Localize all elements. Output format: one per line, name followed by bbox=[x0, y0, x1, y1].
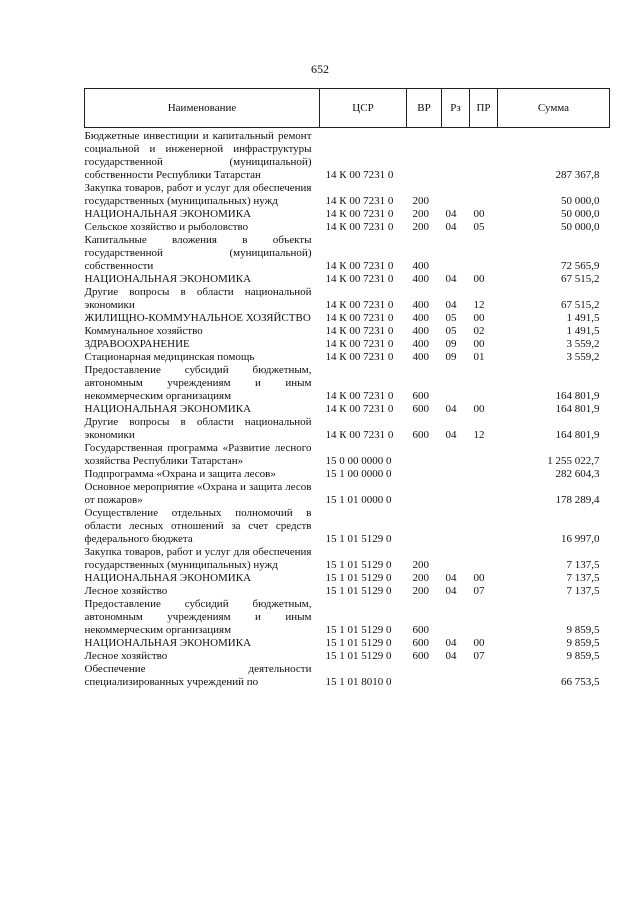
row-vr: 200 bbox=[412, 221, 429, 233]
row-name: Другие вопросы в области национальной экономики bbox=[84, 286, 312, 311]
table-row bbox=[85, 585, 610, 598]
row-vr: 600 bbox=[412, 390, 429, 402]
row-pr bbox=[470, 546, 498, 572]
row-sum: 282 604,3 bbox=[555, 468, 600, 480]
row-pr bbox=[470, 442, 498, 468]
row-csr: 14 К 00 7231 0 bbox=[325, 312, 394, 324]
table-row bbox=[85, 416, 610, 442]
row-pr: 07 bbox=[473, 650, 485, 662]
page-number: 652 bbox=[311, 62, 329, 76]
row-sum: 1 491,5 bbox=[566, 325, 600, 337]
row-sum: 1 491,5 bbox=[566, 312, 600, 324]
header-vr: ВР bbox=[407, 89, 442, 128]
table-row bbox=[85, 403, 610, 416]
row-vr: 600 bbox=[412, 637, 429, 649]
table-row bbox=[85, 507, 610, 546]
row-name: Закупка товаров, работ и услуг для обеспечения государственных (муниципальных) нужд bbox=[84, 546, 312, 571]
row-sum: 67 515,2 bbox=[561, 299, 600, 311]
row-pr bbox=[470, 663, 498, 689]
row-rz: 04 bbox=[445, 637, 457, 649]
row-sum: 9 859,5 bbox=[566, 637, 600, 649]
row-pr: 00 bbox=[473, 208, 485, 220]
row-pr: 12 bbox=[473, 429, 485, 441]
table-row bbox=[85, 325, 610, 338]
table-row bbox=[85, 273, 610, 286]
row-name: ЖИЛИЩНО-КОММУНАЛЬНОЕ ХОЗЯЙСТВО bbox=[84, 312, 311, 324]
row-sum: 72 565,9 bbox=[561, 260, 600, 272]
header-sum: Сумма bbox=[498, 89, 610, 128]
table-header-row bbox=[85, 89, 610, 128]
row-csr: 14 К 00 7231 0 bbox=[325, 403, 394, 415]
row-sum: 9 859,5 bbox=[566, 650, 600, 662]
row-vr: 200 bbox=[412, 195, 429, 207]
row-sum: 164 801,9 bbox=[555, 429, 600, 441]
row-name: НАЦИОНАЛЬНАЯ ЭКОНОМИКА bbox=[84, 208, 252, 220]
row-sum: 164 801,9 bbox=[555, 403, 600, 415]
row-name: НАЦИОНАЛЬНАЯ ЭКОНОМИКА bbox=[84, 273, 252, 285]
row-vr bbox=[407, 481, 442, 507]
row-vr: 400 bbox=[412, 273, 429, 285]
row-pr bbox=[470, 507, 498, 546]
table-row bbox=[85, 221, 610, 234]
row-pr bbox=[470, 481, 498, 507]
row-rz: 04 bbox=[445, 208, 457, 220]
row-rz bbox=[442, 598, 470, 637]
table-row bbox=[85, 663, 610, 689]
row-name: Капитальные вложения в объекты государственной (муниципальной) собственности bbox=[84, 234, 312, 272]
row-rz bbox=[442, 234, 470, 273]
row-rz: 09 bbox=[445, 338, 457, 350]
row-csr: 15 1 01 8010 0 bbox=[325, 676, 392, 688]
row-vr: 400 bbox=[412, 312, 429, 324]
row-sum: 50 000,0 bbox=[561, 195, 600, 207]
row-vr: 400 bbox=[412, 260, 429, 272]
row-csr: 14 К 00 7231 0 bbox=[325, 260, 394, 272]
row-vr bbox=[407, 507, 442, 546]
row-name: Коммунальное хозяйство bbox=[84, 325, 203, 337]
row-sum: 3 559,2 bbox=[566, 351, 600, 363]
row-sum: 66 753,5 bbox=[561, 676, 600, 688]
table-body bbox=[85, 128, 610, 690]
row-pr: 01 bbox=[473, 351, 485, 363]
row-vr: 400 bbox=[412, 338, 429, 350]
table-row bbox=[85, 546, 610, 572]
row-rz: 04 bbox=[445, 650, 457, 662]
row-vr: 600 bbox=[412, 624, 429, 636]
row-pr: 00 bbox=[473, 637, 485, 649]
table-row bbox=[85, 182, 610, 208]
row-rz bbox=[442, 182, 470, 208]
row-pr: 00 bbox=[473, 338, 485, 350]
row-name: Основное мероприятие «Охрана и защита лесов от пожаров» bbox=[84, 481, 312, 506]
row-pr bbox=[470, 364, 498, 403]
table-row bbox=[85, 286, 610, 312]
row-sum: 3 559,2 bbox=[566, 338, 600, 350]
row-name: Лесное хозяйство bbox=[84, 585, 168, 597]
row-sum: 50 000,0 bbox=[561, 208, 600, 220]
table-row bbox=[85, 481, 610, 507]
table-row bbox=[85, 208, 610, 221]
row-vr: 400 bbox=[412, 325, 429, 337]
row-csr: 14 К 00 7231 0 bbox=[325, 338, 394, 350]
row-vr: 200 bbox=[412, 208, 429, 220]
row-rz bbox=[442, 481, 470, 507]
row-rz: 04 bbox=[445, 572, 457, 584]
row-rz: 05 bbox=[445, 312, 457, 324]
row-rz: 05 bbox=[445, 325, 457, 337]
row-csr: 14 К 00 7231 0 bbox=[325, 390, 394, 402]
row-name: Предоставление субсидий бюджетным, автономным учреждениям и иным некоммерческим организациям bbox=[84, 364, 312, 402]
row-rz bbox=[442, 468, 470, 481]
row-sum: 67 515,2 bbox=[561, 273, 600, 285]
row-vr: 600 bbox=[412, 650, 429, 662]
table-row bbox=[85, 234, 610, 273]
row-name: Стационарная медицинская помощь bbox=[84, 351, 255, 363]
row-sum: 7 137,5 bbox=[566, 572, 600, 584]
row-csr: 14 К 00 7231 0 bbox=[325, 429, 394, 441]
row-sum: 16 997,0 bbox=[561, 533, 600, 545]
table-row bbox=[85, 650, 610, 663]
row-rz: 04 bbox=[445, 403, 457, 415]
row-sum: 7 137,5 bbox=[566, 585, 600, 597]
row-pr: 00 bbox=[473, 403, 485, 415]
row-vr bbox=[407, 663, 442, 689]
table-row bbox=[85, 351, 610, 364]
table-row bbox=[85, 468, 610, 481]
row-vr: 200 bbox=[412, 585, 429, 597]
header-csr: ЦСР bbox=[320, 89, 407, 128]
row-rz bbox=[442, 507, 470, 546]
row-rz bbox=[442, 364, 470, 403]
header-pr: ПР bbox=[470, 89, 498, 128]
row-rz bbox=[442, 442, 470, 468]
row-name: Обеспечение деятельности специализированных учреждений по bbox=[84, 663, 312, 688]
row-csr: 15 1 01 5129 0 bbox=[325, 637, 392, 649]
row-rz bbox=[442, 663, 470, 689]
row-name: Закупка товаров, работ и услуг для обеспечения государственных (муниципальных) нужд bbox=[84, 182, 312, 207]
row-vr bbox=[407, 468, 442, 481]
row-sum: 50 000,0 bbox=[561, 221, 600, 233]
row-rz bbox=[442, 128, 470, 183]
row-name: Осуществление отдельных полномочий в области лесных отношений за счет средств федерального бюджета bbox=[84, 507, 312, 545]
row-csr: 15 1 01 5129 0 bbox=[325, 559, 392, 571]
row-vr: 600 bbox=[412, 429, 429, 441]
row-vr: 200 bbox=[412, 559, 429, 571]
row-rz: 04 bbox=[445, 273, 457, 285]
table-row bbox=[85, 312, 610, 325]
row-name: НАЦИОНАЛЬНАЯ ЭКОНОМИКА bbox=[84, 637, 252, 649]
row-csr: 14 К 00 7231 0 bbox=[325, 273, 394, 285]
row-csr: 15 1 01 0000 0 bbox=[325, 494, 392, 506]
row-name: Лесное хозяйство bbox=[84, 650, 168, 662]
row-name: НАЦИОНАЛЬНАЯ ЭКОНОМИКА bbox=[84, 572, 252, 584]
row-csr: 15 1 01 5129 0 bbox=[325, 533, 392, 545]
row-pr: 00 bbox=[473, 273, 485, 285]
row-vr: 400 bbox=[412, 299, 429, 311]
row-name: НАЦИОНАЛЬНАЯ ЭКОНОМИКА bbox=[84, 403, 252, 415]
row-pr: 00 bbox=[473, 312, 485, 324]
row-pr bbox=[470, 234, 498, 273]
row-csr: 14 К 00 7231 0 bbox=[325, 325, 394, 337]
table-row bbox=[85, 364, 610, 403]
row-name: ЗДРАВООХРАНЕНИЕ bbox=[84, 338, 190, 350]
row-csr: 14 К 00 7231 0 bbox=[325, 299, 394, 311]
row-name: Сельское хозяйство и рыболовство bbox=[84, 221, 249, 233]
row-pr: 02 bbox=[473, 325, 485, 337]
row-sum: 9 859,5 bbox=[566, 624, 600, 636]
row-vr: 600 bbox=[412, 403, 429, 415]
row-csr: 14 К 00 7231 0 bbox=[325, 195, 394, 207]
row-rz: 04 bbox=[445, 299, 457, 311]
row-rz: 04 bbox=[445, 429, 457, 441]
row-csr: 14 К 00 7231 0 bbox=[325, 351, 394, 363]
row-csr: 15 1 00 0000 0 bbox=[325, 468, 392, 480]
table-row bbox=[85, 442, 610, 468]
row-csr: 15 1 01 5129 0 bbox=[325, 624, 392, 636]
row-name: Государственная программа «Развитие лесного хозяйства Республики Татарстан» bbox=[84, 442, 312, 467]
row-rz: 09 bbox=[445, 351, 457, 363]
row-sum: 7 137,5 bbox=[566, 559, 600, 571]
row-vr bbox=[407, 128, 442, 183]
row-rz bbox=[442, 546, 470, 572]
row-csr: 14 К 00 7231 0 bbox=[325, 221, 394, 233]
row-pr bbox=[470, 182, 498, 208]
row-pr: 07 bbox=[473, 585, 485, 597]
row-name: Подпрограмма «Охрана и защита лесов» bbox=[84, 468, 276, 480]
table-row bbox=[85, 338, 610, 351]
row-pr: 05 bbox=[473, 221, 485, 233]
table-row bbox=[85, 128, 610, 183]
row-csr: 15 1 01 5129 0 bbox=[325, 572, 392, 584]
row-name: Бюджетные инвестиции и капитальный ремонт социальной и инженерной инфраструктуры государственной (муниципальной) собственности Республики Татарстан bbox=[84, 130, 312, 181]
table-row bbox=[85, 598, 610, 637]
budget-table bbox=[84, 88, 610, 689]
row-csr: 14 К 00 7231 0 bbox=[325, 208, 394, 220]
row-csr: 14 К 00 7231 0 bbox=[325, 169, 394, 181]
row-csr: 15 0 00 0000 0 bbox=[325, 455, 392, 467]
row-vr: 400 bbox=[412, 351, 429, 363]
row-name: Другие вопросы в области национальной экономики bbox=[84, 416, 312, 441]
row-sum: 287 367,8 bbox=[555, 169, 600, 181]
header-rz: Рз bbox=[442, 89, 470, 128]
row-pr: 12 bbox=[473, 299, 485, 311]
table-row bbox=[85, 572, 610, 585]
row-vr: 200 bbox=[412, 572, 429, 584]
row-sum: 178 289,4 bbox=[555, 494, 600, 506]
row-rz: 04 bbox=[445, 585, 457, 597]
row-csr: 15 1 01 5129 0 bbox=[325, 650, 392, 662]
row-rz: 04 bbox=[445, 221, 457, 233]
row-sum: 164 801,9 bbox=[555, 390, 600, 402]
table-row bbox=[85, 637, 610, 650]
row-csr: 15 1 01 5129 0 bbox=[325, 585, 392, 597]
row-pr bbox=[470, 128, 498, 183]
row-sum: 1 255 022,7 bbox=[547, 455, 600, 467]
row-pr: 00 bbox=[473, 572, 485, 584]
row-vr bbox=[407, 442, 442, 468]
row-pr bbox=[470, 468, 498, 481]
row-pr bbox=[470, 598, 498, 637]
row-name: Предоставление субсидий бюджетным, автономным учреждениям и иным некоммерческим организациям bbox=[84, 598, 312, 636]
header-name: Наименование bbox=[85, 89, 320, 128]
